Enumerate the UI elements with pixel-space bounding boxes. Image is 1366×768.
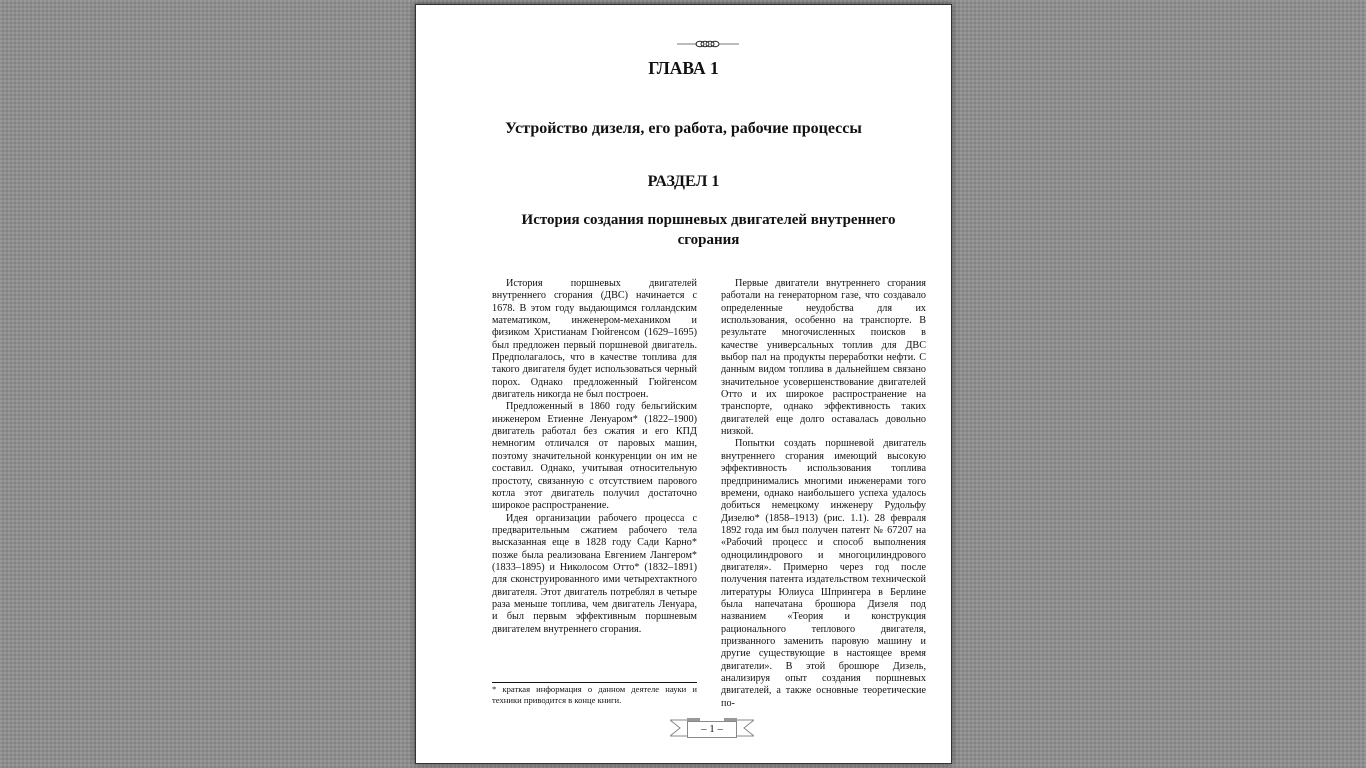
text-column-left [492, 278, 697, 636]
paragraph: Первые двигатели внутреннего сгорания работали на генераторном газе, что создавало определенные неудобства для их использования, особенно на транспорте. В результате многочисленных поисков в качестве универсальных топлив для ДВС выбор пал на продукты переработки нефти. С данным видом топлива в дальнейшем связано значительное усовершенствование двигателей Отто и их широкое распространение на транспорте, однако эффективность таких двигателей еще долго оставалась довольно низкой. [721, 278, 926, 438]
chapter-title: Устройство дизеля, его работа, рабочие процессы [505, 120, 862, 137]
paragraph: Предложенный в 1860 году бельгийским инженером Етиенне Ленуаром* (1822–1900) двигатель работал без сжатия и его КПД немногим отличался от паровых машин, поэтому значительной конкуренции он им не составил. Однако, учитывая относительную простоту, связанную с отсутствием парового котла этот двигатель получил достаточно широкое распространение. [492, 401, 697, 512]
page-number: – 1 – [687, 721, 737, 738]
footnote: * краткая информация о данном деятеле науки и техники приводится в конце книги. [492, 684, 697, 705]
chapter-heading: ГЛАВА 1 [648, 58, 719, 78]
section-title: История создания поршневых двигателей внутреннего сгорания [521, 212, 896, 248]
paragraph: Попытки создать поршневой двигатель внутреннего сгорания имеющий высокую эффективность использования топлива предпринимались многими инженерами того времени, однако наибольшего успеха удалось добиться немецкому инженеру Рудольфу Дизелю* (1858–1913) (рис. 1.1). 28 февраля 1892 года им был получен патент № 67207 на «Рабочий процесс и способ выполнения одноцилиндрового и многоцилиндрового двигателя». Примерно через год после получения патента издательством технической литературы Юлиуса Шпрингера в Берлине была напечатана брошюра Дизеля под названием «Теория и конструкция рационального теплового двигателя, призванного заменить паровую машину и другие существующие в настоящее время двигатели». В этой брошюре Дизель, анализируя опыт создания поршневых двигателей, а также основные теоретические по- [721, 438, 926, 709]
paragraph: История поршневых двигателей внутреннего сгорания (ДВС) начинается с 1678. В этом году выдающимся голландским математиком, инженером-механиком и физиком Христианам Гюйгенсом (1629–1695) был предложен первый поршневой двигатель. Предполагалось, что в качестве топлива для такого двигателя будет использоваться черный порох. Однако предложенный Гюйгенсом двигатель никогда не был построен. [492, 278, 697, 401]
document-page [415, 4, 952, 764]
chain-ornament-icon [677, 39, 739, 49]
section-heading: РАЗДЕЛ 1 [647, 173, 720, 190]
paragraph: Идея организации рабочего процесса с предварительным сжатием рабочего тела высказанная еще в 1828 году Сади Карно* позже была реализована Евгением Лангером* (1833–1895) и Николосом Отто* (1832–1891) для сконструированного ими четырехтактного двигателя. Этот двигатель потреблял в четыре раза меньше топлива, чем двигатель Ленуара, и был первым эффективным поршневым двигателем внутреннего сгорания. [492, 512, 697, 635]
footnote-divider [492, 682, 697, 683]
page-number-banner [670, 718, 754, 740]
text-column-right [721, 278, 926, 710]
